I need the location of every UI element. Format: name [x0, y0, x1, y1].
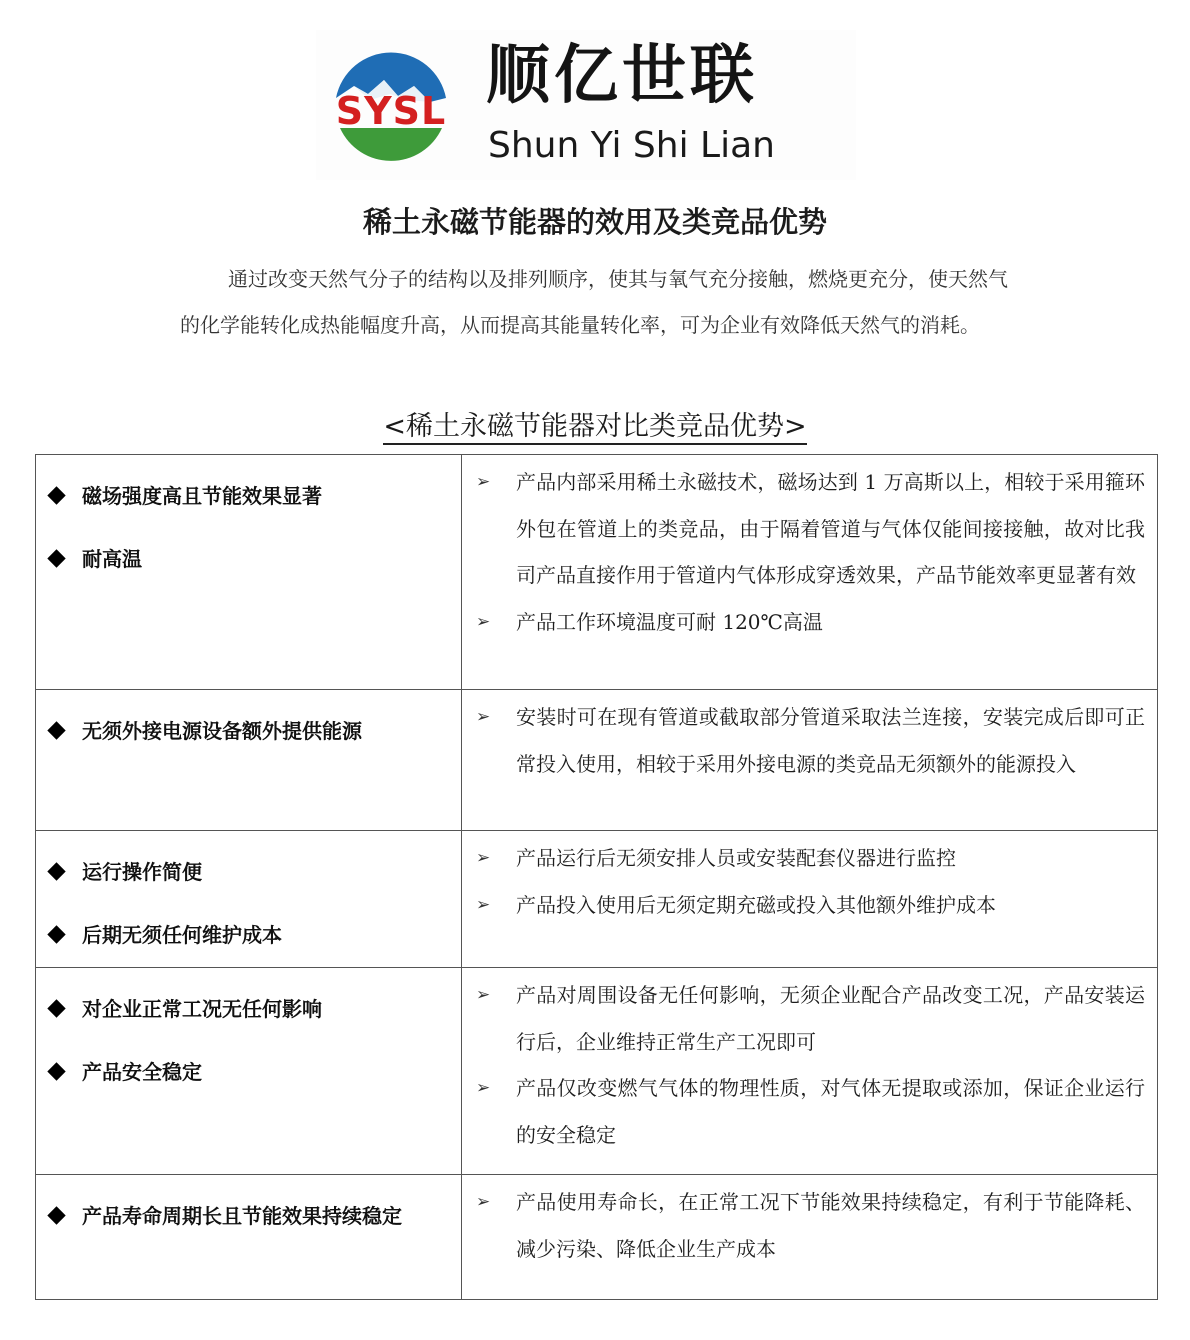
arrow-bullet-icon: ➢ — [476, 848, 491, 868]
arrow-bullet-icon: ➢ — [476, 1078, 491, 1098]
advantage-item: 产品安全稳定 — [48, 1041, 461, 1104]
detail-item: ➢ 产品使用寿命长，在正常工况下节能效果持续稳定，有利于节能降耗、减少污染、降低企业生产成本 — [476, 1179, 1145, 1272]
diamond-bullet-icon — [47, 486, 65, 504]
advantage-item: 无须外接电源设备额外提供能源 — [48, 700, 461, 763]
diamond-bullet-icon — [47, 862, 65, 880]
detail-cell — [462, 968, 1158, 1175]
diamond-bullet-icon — [47, 925, 65, 943]
page-title: 稀土永磁节能器的效用及类竞品优势 — [362, 205, 827, 239]
advantage-cell — [36, 455, 462, 690]
diamond-bullet-icon — [47, 1062, 65, 1080]
diamond-bullet-icon — [47, 721, 65, 739]
advantage-item: 产品寿命周期长且节能效果持续稳定 — [48, 1185, 461, 1248]
detail-cell — [462, 455, 1158, 690]
arrow-bullet-icon: ➢ — [476, 894, 491, 915]
advantage-cell — [36, 968, 462, 1175]
advantage-item: 运行操作简便 — [48, 841, 461, 904]
detail-item: ➢ 产品工作环境温度可耐 120℃高温 — [476, 599, 1145, 646]
detail-item: ➢ 产品运行后无须安排人员或安装配套仪器进行监控 — [476, 835, 1145, 882]
detail-cell — [462, 1175, 1158, 1300]
diamond-bullet-icon — [47, 549, 65, 567]
arrow-bullet-icon: ➢ — [476, 1192, 491, 1212]
advantage-item: 对企业正常工况无任何影响 — [48, 978, 461, 1041]
company-name-cn: 顺亿世联 — [486, 39, 758, 113]
detail-item: ➢ 产品投入使用后无须定期充磁或投入其他额外维护成本 — [476, 882, 1145, 929]
table-row — [36, 968, 1158, 1175]
advantage-cell — [36, 1175, 462, 1300]
comparison-table — [35, 454, 1158, 1300]
advantage-item: 后期无须任何维护成本 — [48, 904, 461, 967]
sysl-logo-icon — [318, 36, 464, 176]
detail-cell — [462, 690, 1158, 831]
diamond-bullet-icon — [47, 999, 65, 1017]
arrow-bullet-icon: ➢ — [476, 611, 491, 632]
advantage-cell — [36, 690, 462, 831]
comparison-heading — [0, 404, 1190, 443]
detail-cell — [462, 831, 1158, 968]
intro-paragraph: 通过改变天然气分子的结构以及排列顺序，使其与氧气充分接触，燃烧更充分，使天然气的化学能转化成热能幅度升高，从而提高其能量转化率，可为企业有效降低天然气的消耗。 — [180, 267, 1008, 337]
table-row — [36, 455, 1158, 690]
arrow-bullet-icon: ➢ — [476, 472, 491, 492]
table-row — [36, 831, 1158, 968]
arrow-bullet-icon: ➢ — [476, 707, 491, 727]
arrow-bullet-icon: ➢ — [476, 985, 491, 1005]
detail-item: ➢ 安装时可在现有管道或截取部分管道采取法兰连接，安装完成后即可正常投入使用，相较于采用外接电源的类竞品无须额外的能源投入 — [476, 694, 1145, 787]
company-name-en: Shun Yi Shi Lian — [488, 125, 775, 166]
detail-item: ➢ 产品对周围设备无任何影响，无须企业配合产品改变工况，产品安装运行后，企业维持正常生产工况即可 — [476, 972, 1145, 1065]
detail-item: ➢ 产品仅改变燃气气体的物理性质，对气体无提取或添加，保证企业运行的安全稳定 — [476, 1065, 1145, 1158]
advantage-item: 耐高温 — [48, 528, 461, 591]
comparison-heading-text: <稀土永磁节能器对比类竞品优势> — [383, 411, 806, 445]
table-row — [36, 690, 1158, 831]
svg-text:SYSL: SYSL — [335, 89, 447, 133]
detail-item: ➢ 产品内部采用稀土永磁技术，磁场达到 1 万高斯以上，相较于采用箍环外包在管道上的类竞品，由于隔着管道与气体仅能间接接触，故对比我司产品直接作用于管道内气体形成穿透效果，产品节能效率更显著有效 — [476, 459, 1145, 599]
table-row — [36, 1175, 1158, 1300]
advantage-item: 磁场强度高且节能效果显著 — [48, 465, 461, 528]
diamond-bullet-icon — [47, 1206, 65, 1224]
advantage-cell — [36, 831, 462, 968]
company-logo — [316, 30, 856, 180]
